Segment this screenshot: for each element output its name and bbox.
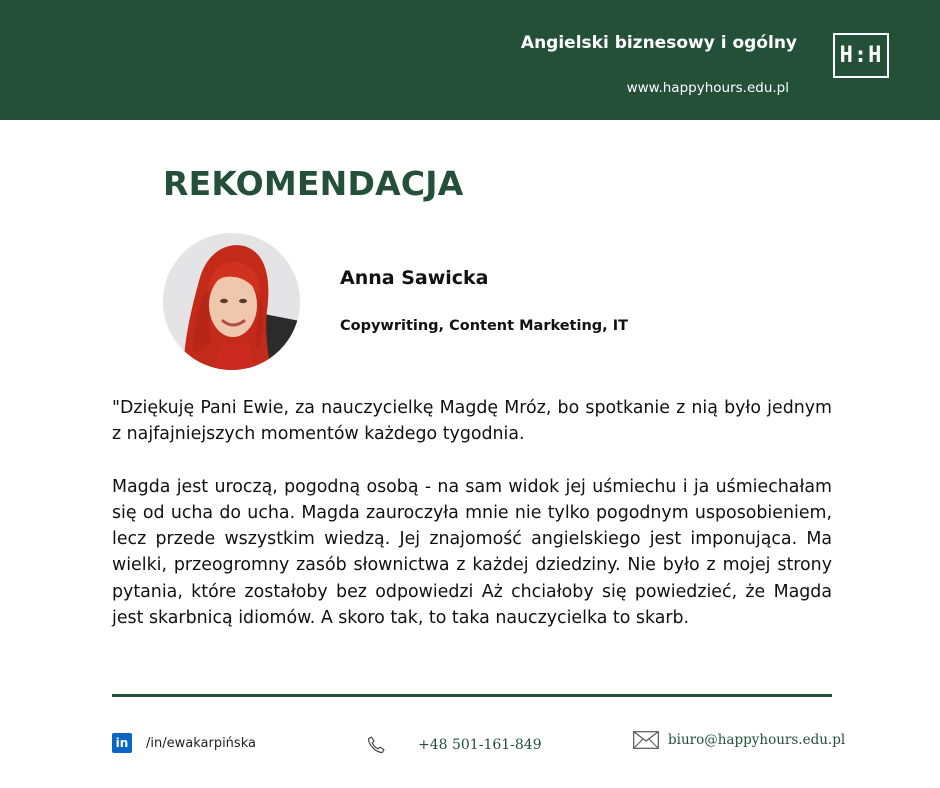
mail-icon	[633, 731, 659, 749]
linkedin-handle[interactable]: /in/ewakarpińska	[146, 735, 256, 751]
phone-number[interactable]: +48 501-161-849	[418, 737, 542, 753]
linkedin-icon: in	[112, 733, 132, 753]
phone-icon	[366, 735, 386, 755]
page-title: REKOMENDACJA	[163, 164, 464, 203]
footer-phone[interactable]	[366, 735, 542, 755]
avatar-photo	[163, 233, 300, 370]
header-banner	[0, 0, 940, 120]
quote-paragraph: Magda jest uroczą, pogodną osobą - na sam widok jej uśmiechu i ja uśmiechałam się od ucha do ucha. Magda zauroczyła mnie nie tylko pogodnym usposobieniem, lecz przede wszystkim wiedzą. Jej znajomość angielskiego jest imponująca. Ma wielki, przeogromny zasób słownictwa z każdej dziedziny. Nie było z mojej strony pytania, które zostałoby bez odpowiedzi Aż chciałoby się powiedzieć, że Magda jest skarbnicą idiomów. A skoro tak, to taka nauczycielka to skarb.	[112, 476, 832, 629]
happyhours-logo: H:H	[833, 33, 889, 78]
header-url[interactable]: www.happyhours.edu.pl	[626, 80, 789, 96]
recommendation-quote	[112, 395, 832, 631]
footer-linkedin[interactable]	[112, 733, 256, 753]
quote-paragraph: "Dziękuję Pani Ewie, za nauczycielkę Magdę Mróz, bo spotkanie z nią było jednym z najfajniejszych momentów każdego tygodnia.	[112, 398, 832, 445]
person-role: Copywriting, Content Marketing, IT	[340, 318, 629, 334]
avatar	[163, 233, 300, 370]
footer-email[interactable]	[633, 731, 845, 749]
person-name: Anna Sawicka	[340, 267, 489, 289]
header-title: Angielski biznesowy i ogólny	[520, 33, 797, 53]
email-address[interactable]: biuro@happyhours.edu.pl	[668, 732, 846, 748]
divider	[112, 694, 832, 697]
